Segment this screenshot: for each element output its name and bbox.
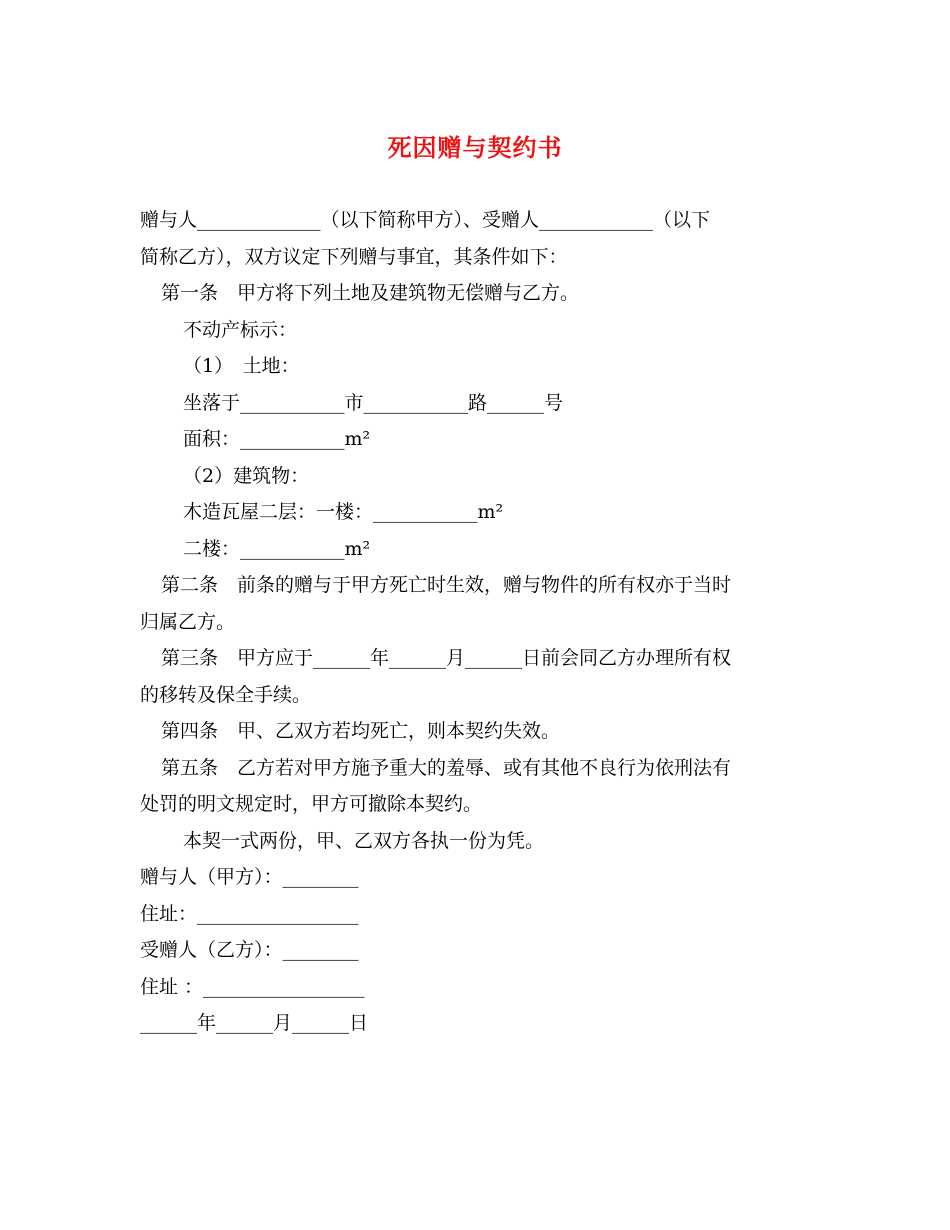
article-2-line-2: 归属乙方。	[140, 610, 236, 633]
document-title: 死因赠与契约书	[387, 133, 563, 162]
article-3-line-2: 的移转及保全手续。	[140, 683, 312, 706]
donee-address-line: 住址 ：_________________	[140, 975, 365, 998]
intro-line-1: 赠与人_____________（以下简称甲方）、受赠人____________（以下	[140, 209, 711, 231]
date-line: ______年______月______日	[140, 1012, 369, 1034]
copies-clause: 本契一式两份，甲、乙双方各执一份为凭。	[183, 829, 545, 852]
donee-signature-line: 受赠人（乙方）：________	[140, 939, 359, 961]
donor-signature-line: 赠与人（甲方）：________	[140, 866, 359, 888]
intro-line-2: 简称乙方），双方议定下列赠与事宜，其条件如下：	[140, 245, 568, 268]
property-heading: 不动产标示：	[183, 318, 298, 341]
building-heading: （2）建筑物：	[183, 464, 310, 487]
land-heading: （1） 土地：	[183, 355, 300, 377]
article-4: 第四条 甲、乙双方若均死亡，则本契约失效。	[161, 720, 561, 742]
building-floor-2: 二楼：___________m²	[183, 537, 371, 560]
article-5-line-2: 处罚的明文规定时，甲方可撤除本契约。	[140, 793, 483, 815]
building-floor-1: 木造瓦屋二层：一楼：___________m²	[183, 501, 504, 523]
article-1: 第一条 甲方将下列土地及建筑物无偿赠与乙方。	[161, 282, 580, 304]
land-location: 坐落于___________市___________路______号	[183, 391, 564, 414]
article-3-line-1: 第三条 甲方应于______年______月______日前会同乙方办理所有权	[161, 647, 732, 669]
article-2-line-1: 第二条 前条的赠与于甲方死亡时生效，赠与物件的所有权亦于当时	[161, 574, 732, 596]
article-5-line-1: 第五条 乙方若对甲方施予重大的羞辱、或有其他不良行为依刑法有	[161, 756, 732, 779]
land-area: 面积：___________m²	[183, 428, 371, 450]
donor-address-line: 住址：_________________	[140, 902, 359, 925]
document-body	[140, 202, 812, 1042]
